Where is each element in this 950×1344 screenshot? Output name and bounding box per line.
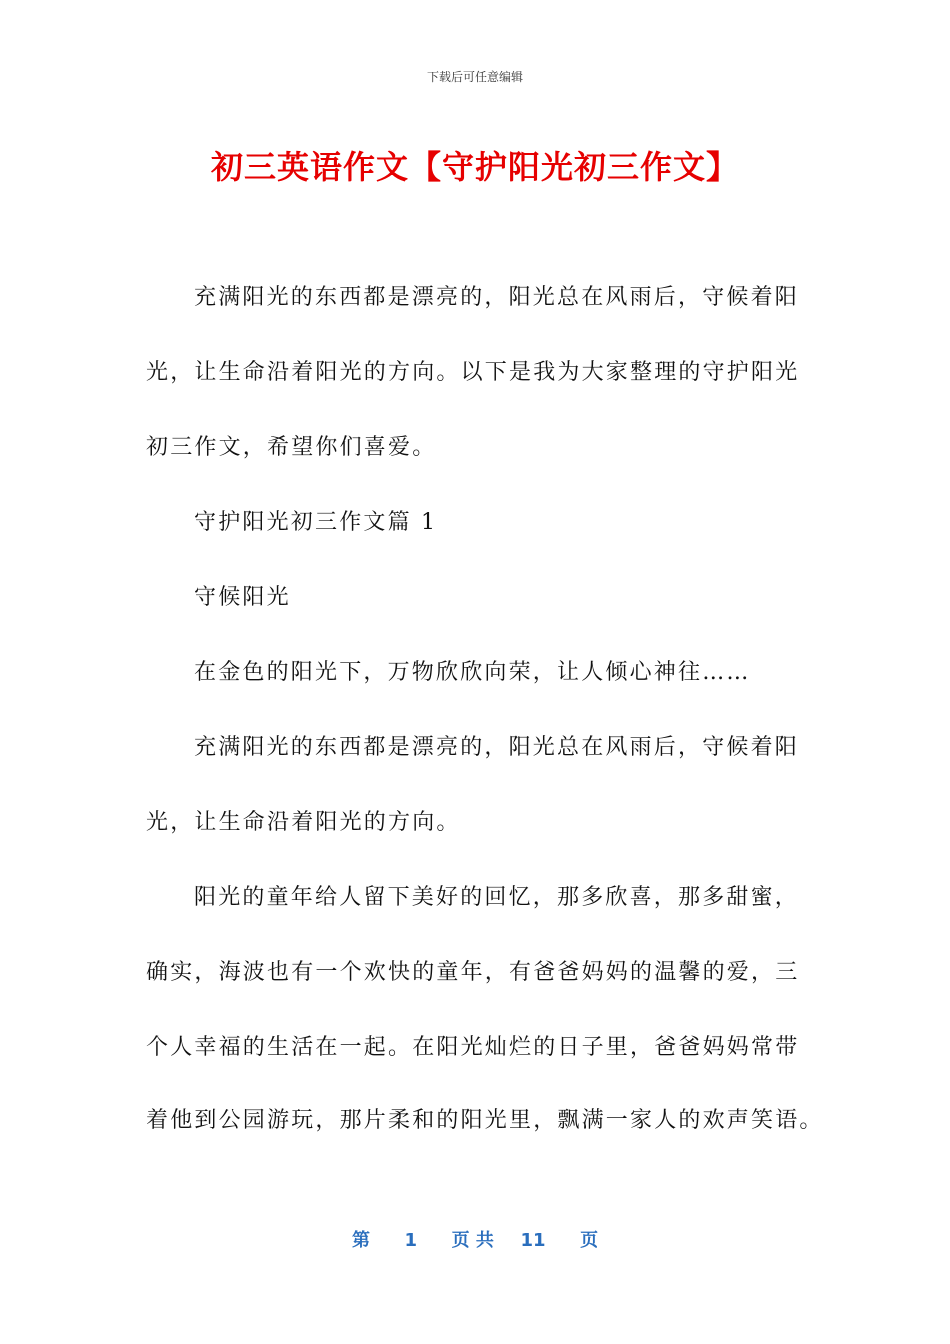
- essay-title: 守候阳光: [194, 585, 291, 610]
- current-page-number: 1: [404, 1230, 418, 1251]
- paragraph-line: 着他到公园游玩，那片柔和的阳光里，飘满一家人的欢声笑语。: [146, 1108, 824, 1133]
- paragraph-line: 充满阳光的东西都是漂亮的，阳光总在风雨后，守候着阳: [194, 285, 800, 310]
- paragraph-line: 确实，海波也有一个欢快的童年，有爸爸妈妈的温馨的爱，三: [146, 960, 800, 985]
- paragraph-line: 阳光的童年给人留下美好的回忆，那多欣喜，那多甜蜜，: [194, 885, 800, 910]
- document-title: 初三英语作文【守护阳光初三作文】: [210, 148, 739, 186]
- paragraph-line: 光，让生命沿着阳光的方向。: [146, 810, 461, 835]
- header-note: 下载后可任意编辑: [426, 70, 523, 84]
- page-label-prefix: 第: [351, 1230, 370, 1251]
- page-label-mid: 页 共: [451, 1230, 494, 1251]
- section-heading: 守护阳光初三作文篇 1: [194, 510, 438, 535]
- paragraph-line: 光，让生命沿着阳光的方向。以下是我为大家整理的守护阳光: [146, 360, 800, 385]
- page-label-suffix: 页: [580, 1230, 599, 1251]
- paragraph-line: 个人幸福的生活在一起。在阳光灿烂的日子里，爸爸妈妈常带: [146, 1035, 800, 1060]
- paragraph-line: 初三作文，希望你们喜爱。: [146, 435, 437, 460]
- page-footer: [0, 1226, 950, 1252]
- total-pages-number: 11: [520, 1230, 546, 1251]
- paragraph-line: 充满阳光的东西都是漂亮的，阳光总在风雨后，守候着阳: [194, 735, 800, 760]
- paragraph-line: 在金色的阳光下，万物欣欣向荣，让人倾心神往……: [194, 660, 751, 685]
